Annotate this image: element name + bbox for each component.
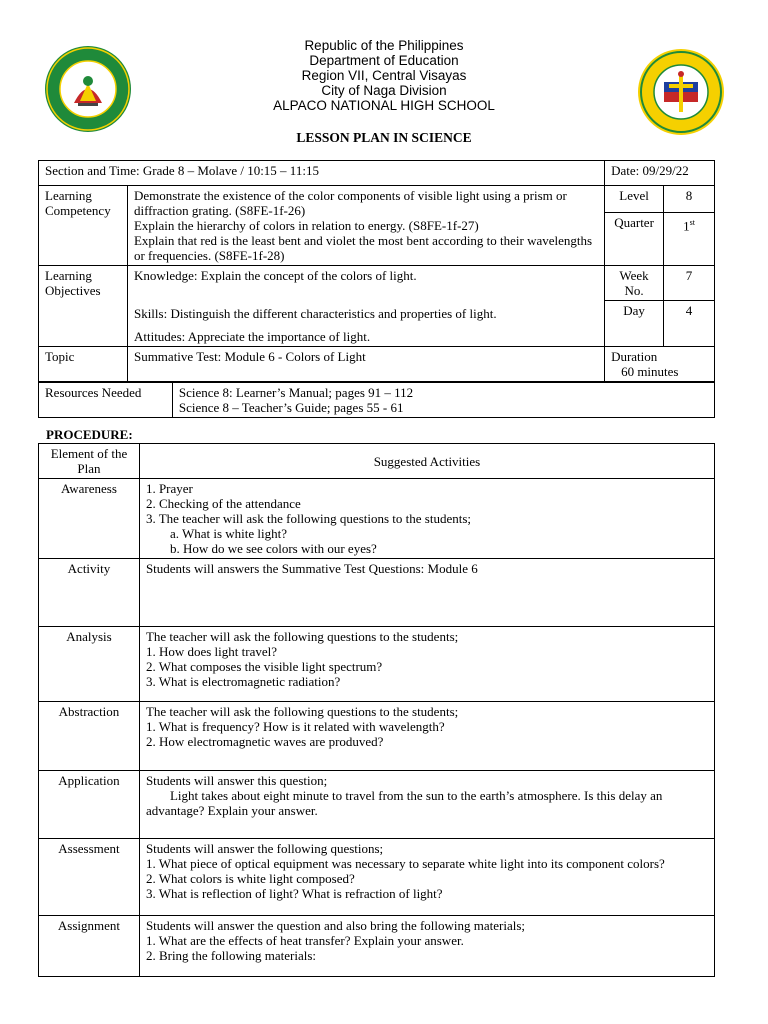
assignment-line: 1. What are the effects of heat transfer? Explain your answer.	[145, 933, 464, 948]
col-activities: Suggested Activities	[139, 444, 714, 479]
analysis-line: 2. What composes the visible light spectrum?	[145, 659, 383, 674]
objectives-content	[127, 266, 604, 347]
competency-content	[127, 186, 604, 266]
abstraction-content	[139, 702, 714, 771]
competency-label: Learning Competency	[39, 186, 128, 266]
lesson-info-table	[38, 160, 715, 382]
procedure-table	[38, 443, 715, 977]
competency-2: Explain the hierarchy of colors in relation to energy. (S8FE-1f-27)	[133, 218, 479, 233]
resources-content	[172, 383, 714, 418]
day-value: 4	[664, 301, 715, 347]
col-element: Element of the Plan	[39, 444, 140, 479]
assessment-line: Students will answer the following questions;	[145, 841, 384, 856]
competency-1: Demonstrate the existence of the color components of visible light using a prism or diffraction grating. (S8FE-1f-26)	[133, 188, 567, 218]
objectives-label: Learning Objectives	[39, 266, 128, 347]
assignment-line: Students will answer the question and also bring the following materials;	[145, 918, 526, 933]
quarter-number: 1	[683, 218, 690, 234]
analysis-line: 3. What is electromagnetic radiation?	[145, 674, 341, 689]
assessment-line: 3. What is reflection of light? What is refraction of light?	[145, 886, 443, 901]
resources-label: Resources Needed	[39, 383, 173, 418]
date: Date: 09/29/22	[605, 161, 715, 186]
analysis-line: The teacher will ask the following questions to the students;	[145, 629, 459, 644]
application-line: Light takes about eight minute to travel from the sun to the earth’s atmosphere. Is this delay an advantage? Explain your answer.	[145, 788, 663, 818]
header-region: Region VII, Central Visayas	[301, 68, 467, 83]
procedure-heading: PROCEDURE:	[46, 427, 133, 442]
objective-knowledge: Knowledge: Explain the concept of the colors of light.	[133, 268, 417, 283]
header-division: City of Naga Division	[321, 83, 447, 98]
section-time: Section and Time: Grade 8 – Molave / 10:15 – 11:15	[39, 161, 605, 186]
level-label: Level	[605, 186, 664, 213]
abstraction-label: Abstraction	[39, 702, 140, 771]
header-school: ALPACO NATIONAL HIGH SCHOOL	[273, 98, 495, 113]
assignment-line: 2. Bring the following materials:	[145, 948, 316, 963]
header-republic: Republic of the Philippines	[304, 38, 464, 53]
awareness-line: 3. The teacher will ask the following questions to the students;	[145, 511, 472, 526]
competency-3: Explain that red is the least bent and violet the most bent according to their wavelengths or frequencies. (S8FE-1f-28)	[133, 233, 593, 263]
week-value: 7	[664, 266, 715, 301]
duration-label: Duration	[611, 349, 658, 364]
quarter-label: Quarter	[605, 213, 664, 266]
resources-table	[38, 382, 715, 418]
quarter-value	[664, 213, 715, 266]
awareness-line: b. How do we see colors with our eyes?	[169, 541, 377, 556]
assignment-content	[139, 916, 714, 977]
resource-1: Science 8: Learner’s Manual; pages 91 – 112	[178, 385, 414, 400]
quarter-suffix: st	[689, 218, 695, 228]
letterhead	[0, 38, 768, 113]
application-label: Application	[39, 771, 140, 839]
assessment-line: 2. What colors is white light composed?	[145, 871, 355, 886]
awareness-line: a. What is white light?	[169, 526, 288, 541]
activity-content: Students will answers the Summative Test Questions: Module 6	[139, 559, 714, 627]
abstraction-line: The teacher will ask the following questions to the students;	[145, 704, 459, 719]
abstraction-line: 1. What is frequency? How is it related with wavelength?	[145, 719, 445, 734]
week-label: Week No.	[605, 266, 664, 301]
awareness-label: Awareness	[39, 479, 140, 559]
page-title: LESSON PLAN IN SCIENCE	[296, 130, 472, 145]
objective-attitudes: Attitudes: Appreciate the importance of light.	[133, 329, 371, 344]
assessment-content	[139, 839, 714, 916]
day-label: Day	[605, 301, 664, 347]
abstraction-line: 2. How electromagnetic waves are produved?	[145, 734, 384, 749]
analysis-label: Analysis	[39, 627, 140, 702]
topic-value: Summative Test: Module 6 - Colors of Light	[127, 347, 604, 382]
activity-label: Activity	[39, 559, 140, 627]
application-line: Students will answer this question;	[145, 773, 328, 788]
duration-value: 60 minutes	[621, 364, 679, 379]
assignment-label: Assignment	[39, 916, 140, 977]
level-value: 8	[664, 186, 715, 213]
duration-cell	[605, 347, 715, 382]
procedure-label: PROCEDURE	[46, 427, 129, 442]
assessment-label: Assessment	[39, 839, 140, 916]
objective-skills: Skills: Distinguish the different characteristics and properties of light.	[133, 306, 497, 321]
analysis-content	[139, 627, 714, 702]
awareness-line: 1. Prayer	[145, 481, 193, 496]
analysis-line: 1. How does light travel?	[145, 644, 277, 659]
resource-2: Science 8 – Teacher’s Guide; pages 55 - 61	[178, 400, 404, 415]
header-department: Department of Education	[309, 53, 459, 68]
awareness-line: 2. Checking of the attendance	[145, 496, 301, 511]
topic-label: Topic	[39, 347, 128, 382]
awareness-content	[139, 479, 714, 559]
application-content	[139, 771, 714, 839]
assessment-line: 1. What piece of optical equipment was necessary to separate white light into its component colors?	[145, 856, 665, 871]
